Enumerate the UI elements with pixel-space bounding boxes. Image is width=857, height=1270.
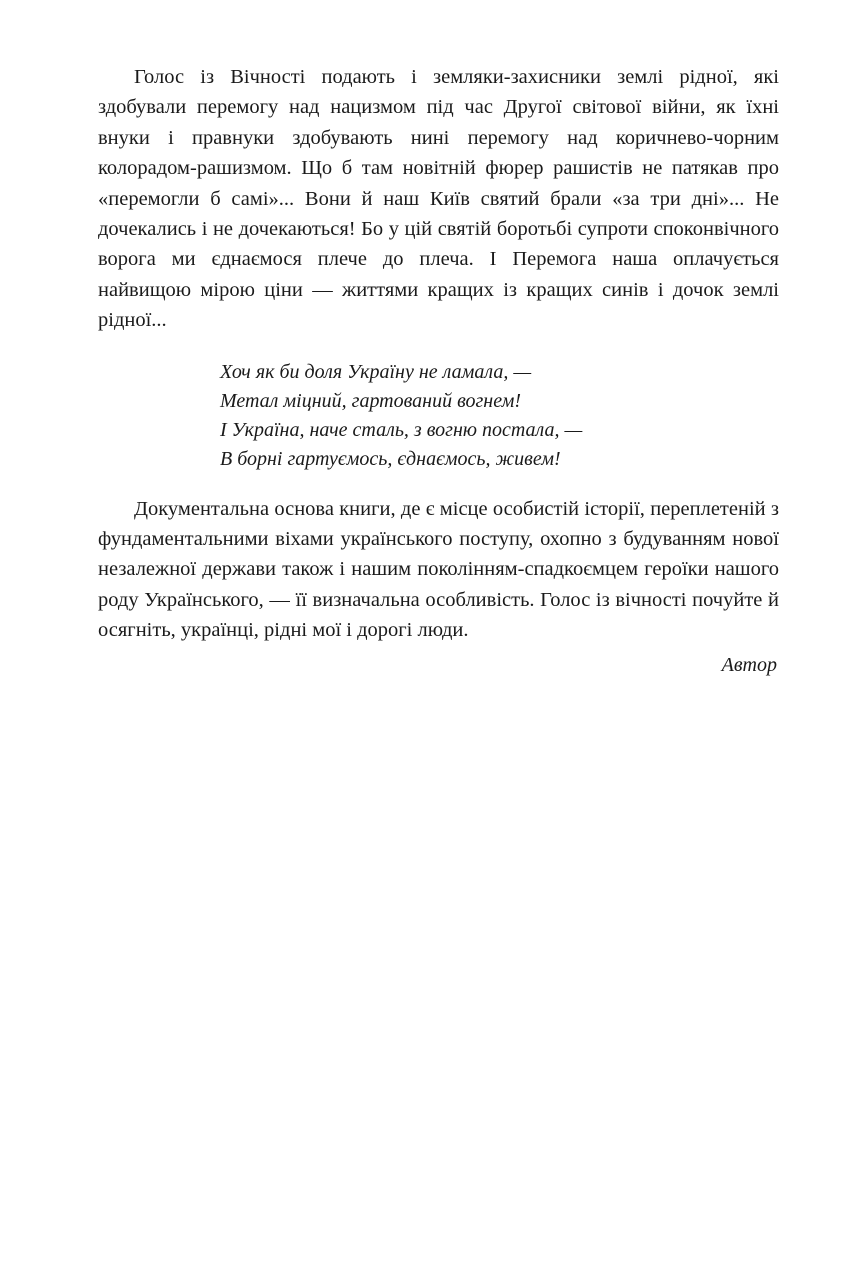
verse-block — [98, 358, 779, 474]
paragraph-closing: Документальна основа книги, де є місце особистій історії, переплетеній з фундаментальними віхами українського поступу, охопно з будуванням нової незалежної держави також і нашим поколінням-спадкоємцем героїки нашого роду Українського, — її визначальна особливість. Голос із вічності почуйте й осягніть, українці, рідні мої і дорогі люди. — [98, 497, 779, 642]
page-blank-area — [98, 680, 779, 1240]
verse-line: І Україна, наче сталь, з вогню постала, — — [220, 418, 583, 441]
verse-line: В борні гартуємось, єднаємось, живем! — [220, 447, 561, 470]
verse-line: Хоч як би доля Україну не ламала, — — [220, 360, 532, 383]
verse-line: Метал міцний, гартований вогнем! — [220, 389, 522, 412]
author-signature: Автор — [721, 653, 777, 676]
paragraph-intro: Голос із Вічності подають і земляки-захисники землі рідної, які здобували перемогу над нацизмом під час Другої світової війни, як їхні внуки і правнуки здобувають нині перемогу над коричнево-чорним колорадом-рашизмом. Що б там новітній фюрер рашистів не патякав про «перемогли б самі»... Вони й наш Київ святий брали «за три дні»... Не дочекались і не дочекаються! Бо у цій святій боротьбі супроти споконвічного ворога ми єднаємося плече до плеча. І Перемога наша оплачується найвищою мірою ціни — життями кращих із кращих синів і дочок землі рідної... — [98, 66, 779, 332]
